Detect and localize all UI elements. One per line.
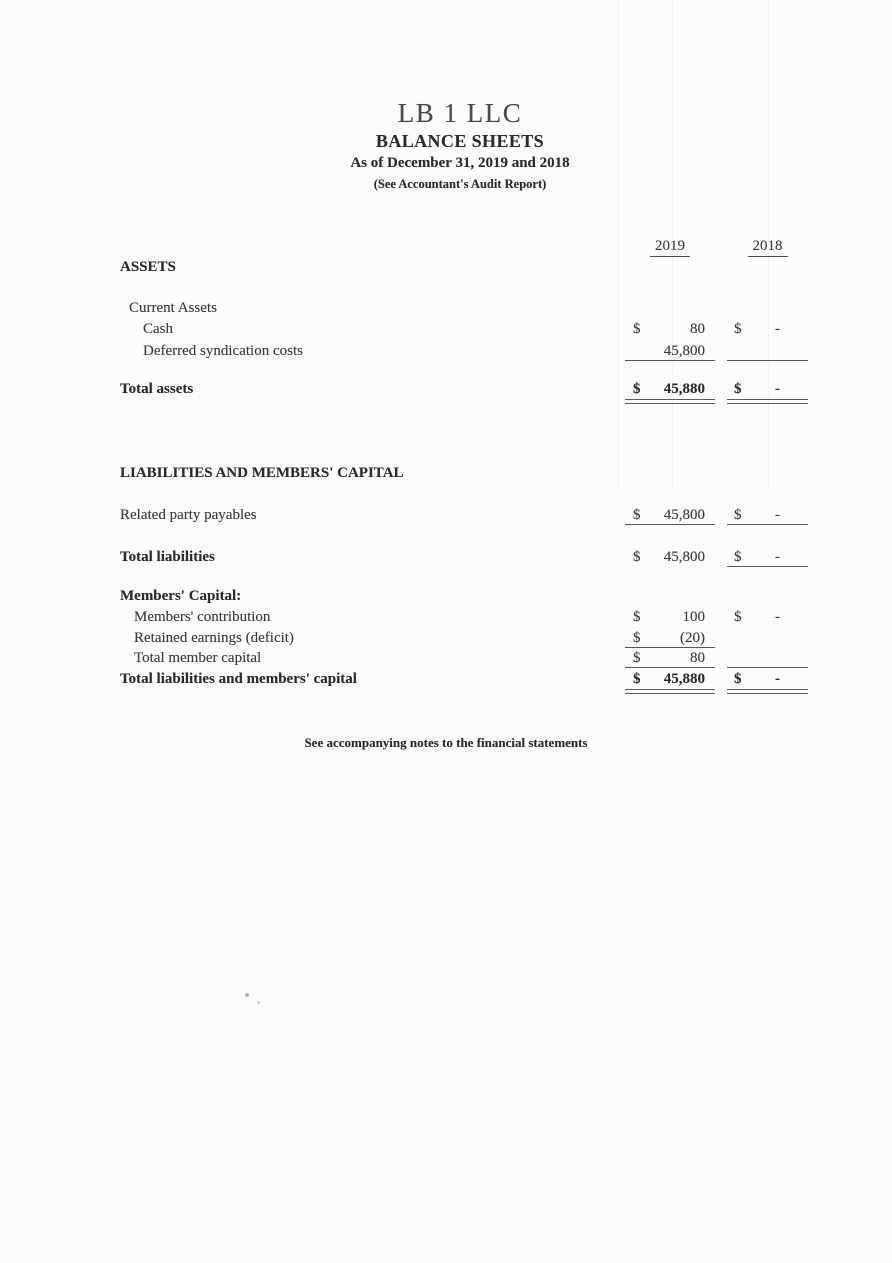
amount-value: - bbox=[775, 507, 780, 523]
amount-2019 bbox=[625, 608, 715, 627]
currency-symbol: $ bbox=[734, 381, 742, 397]
current-assets-heading: Current Assets bbox=[129, 300, 217, 316]
currency-symbol: $ bbox=[633, 321, 641, 337]
currency-symbol: $ bbox=[734, 507, 742, 523]
amount-2019 bbox=[625, 670, 715, 689]
amount-value: - bbox=[775, 381, 780, 397]
amount-value: 100 bbox=[682, 609, 705, 625]
row-label: Total liabilities and members' capital bbox=[120, 671, 357, 687]
company-name: LB 1 LLC bbox=[397, 98, 523, 128]
amount-value: 80 bbox=[690, 321, 705, 337]
double-rule bbox=[625, 399, 715, 404]
amount-value: 45,800 bbox=[663, 507, 705, 523]
amount-value: 45,800 bbox=[663, 549, 705, 565]
amount-2019 bbox=[625, 320, 715, 339]
row-label: Members' contribution bbox=[134, 609, 271, 625]
members-capital-heading: Members' Capital: bbox=[120, 588, 242, 604]
currency-symbol: $ bbox=[633, 671, 641, 687]
row-label: Retained earnings (deficit) bbox=[134, 630, 294, 646]
currency-symbol: $ bbox=[633, 507, 641, 523]
amount-value: - bbox=[775, 671, 780, 687]
amount-2018 bbox=[727, 320, 808, 339]
currency-symbol: $ bbox=[734, 671, 742, 687]
amount-2018 bbox=[727, 608, 808, 627]
amount-2019 bbox=[625, 342, 715, 361]
amount-2019 bbox=[625, 506, 715, 525]
amount-value: - bbox=[775, 609, 780, 625]
audit-report-note: (See Accountant's Audit Report) bbox=[373, 177, 547, 191]
amount-value: 80 bbox=[690, 650, 705, 666]
subheading-current-assets bbox=[0, 299, 892, 318]
section-heading-assets bbox=[0, 258, 892, 277]
amount-value: - bbox=[775, 321, 780, 337]
row-label: Cash bbox=[143, 321, 173, 337]
double-rule bbox=[727, 399, 808, 404]
scan-speck bbox=[257, 1001, 260, 1004]
amount-2018 bbox=[727, 342, 808, 361]
row-label: Total liabilities bbox=[120, 549, 215, 565]
amount-2018 bbox=[727, 548, 808, 567]
table-row-total-member-capital bbox=[0, 649, 892, 668]
amount-value: - bbox=[775, 549, 780, 565]
column-header-2019: 2019 bbox=[625, 237, 715, 257]
row-label: Related party payables bbox=[120, 507, 257, 523]
amount-2018 bbox=[727, 380, 808, 399]
table-row-total-liabilities-and-capital bbox=[0, 670, 892, 689]
row-label: Total assets bbox=[120, 381, 194, 397]
section-heading-liabilities bbox=[0, 464, 892, 483]
amount-2019 bbox=[625, 629, 715, 648]
amount-2018 bbox=[727, 670, 808, 689]
amount-value: (20) bbox=[680, 630, 705, 646]
document-title: BALANCE SHEETS bbox=[375, 131, 545, 151]
amount-2018 bbox=[727, 649, 808, 668]
currency-symbol: $ bbox=[734, 549, 742, 565]
amount-value: 45,880 bbox=[663, 671, 705, 687]
currency-symbol: $ bbox=[734, 609, 742, 625]
table-row-deferred-syndication bbox=[0, 342, 892, 361]
table-row-members-contribution bbox=[0, 608, 892, 627]
table-row-total-liabilities bbox=[0, 548, 892, 567]
currency-symbol: $ bbox=[633, 549, 641, 565]
table-row-related-party-payables bbox=[0, 506, 892, 525]
double-rule bbox=[727, 689, 808, 694]
table-row-cash bbox=[0, 320, 892, 339]
amount-value: 45,800 bbox=[663, 343, 705, 359]
amount-2019 bbox=[625, 548, 715, 567]
amount-2019 bbox=[625, 649, 715, 668]
currency-symbol: $ bbox=[734, 321, 742, 337]
scan-speck bbox=[245, 993, 249, 997]
amount-value: 45,880 bbox=[663, 381, 705, 397]
footer-note: See accompanying notes to the financial statements bbox=[304, 735, 588, 750]
column-header-2018: 2018 bbox=[727, 237, 808, 257]
amount-2018 bbox=[727, 506, 808, 525]
table-row-total-assets bbox=[0, 380, 892, 399]
column-headers bbox=[0, 237, 892, 256]
liabilities-heading: LIABILITIES AND MEMBERS' CAPITAL bbox=[120, 465, 404, 481]
document-subtitle: As of December 31, 2019 and 2018 bbox=[350, 155, 570, 171]
currency-symbol: $ bbox=[633, 609, 641, 625]
amount-2019 bbox=[625, 380, 715, 399]
row-label: Total member capital bbox=[134, 650, 262, 666]
currency-symbol: $ bbox=[633, 381, 641, 397]
row-label: Deferred syndication costs bbox=[143, 343, 303, 359]
double-rule bbox=[625, 689, 715, 694]
assets-heading: ASSETS bbox=[120, 259, 176, 275]
currency-symbol: $ bbox=[633, 630, 641, 646]
currency-symbol: $ bbox=[633, 650, 641, 666]
subheading-members-capital bbox=[0, 587, 892, 606]
table-row-retained-earnings bbox=[0, 629, 892, 648]
